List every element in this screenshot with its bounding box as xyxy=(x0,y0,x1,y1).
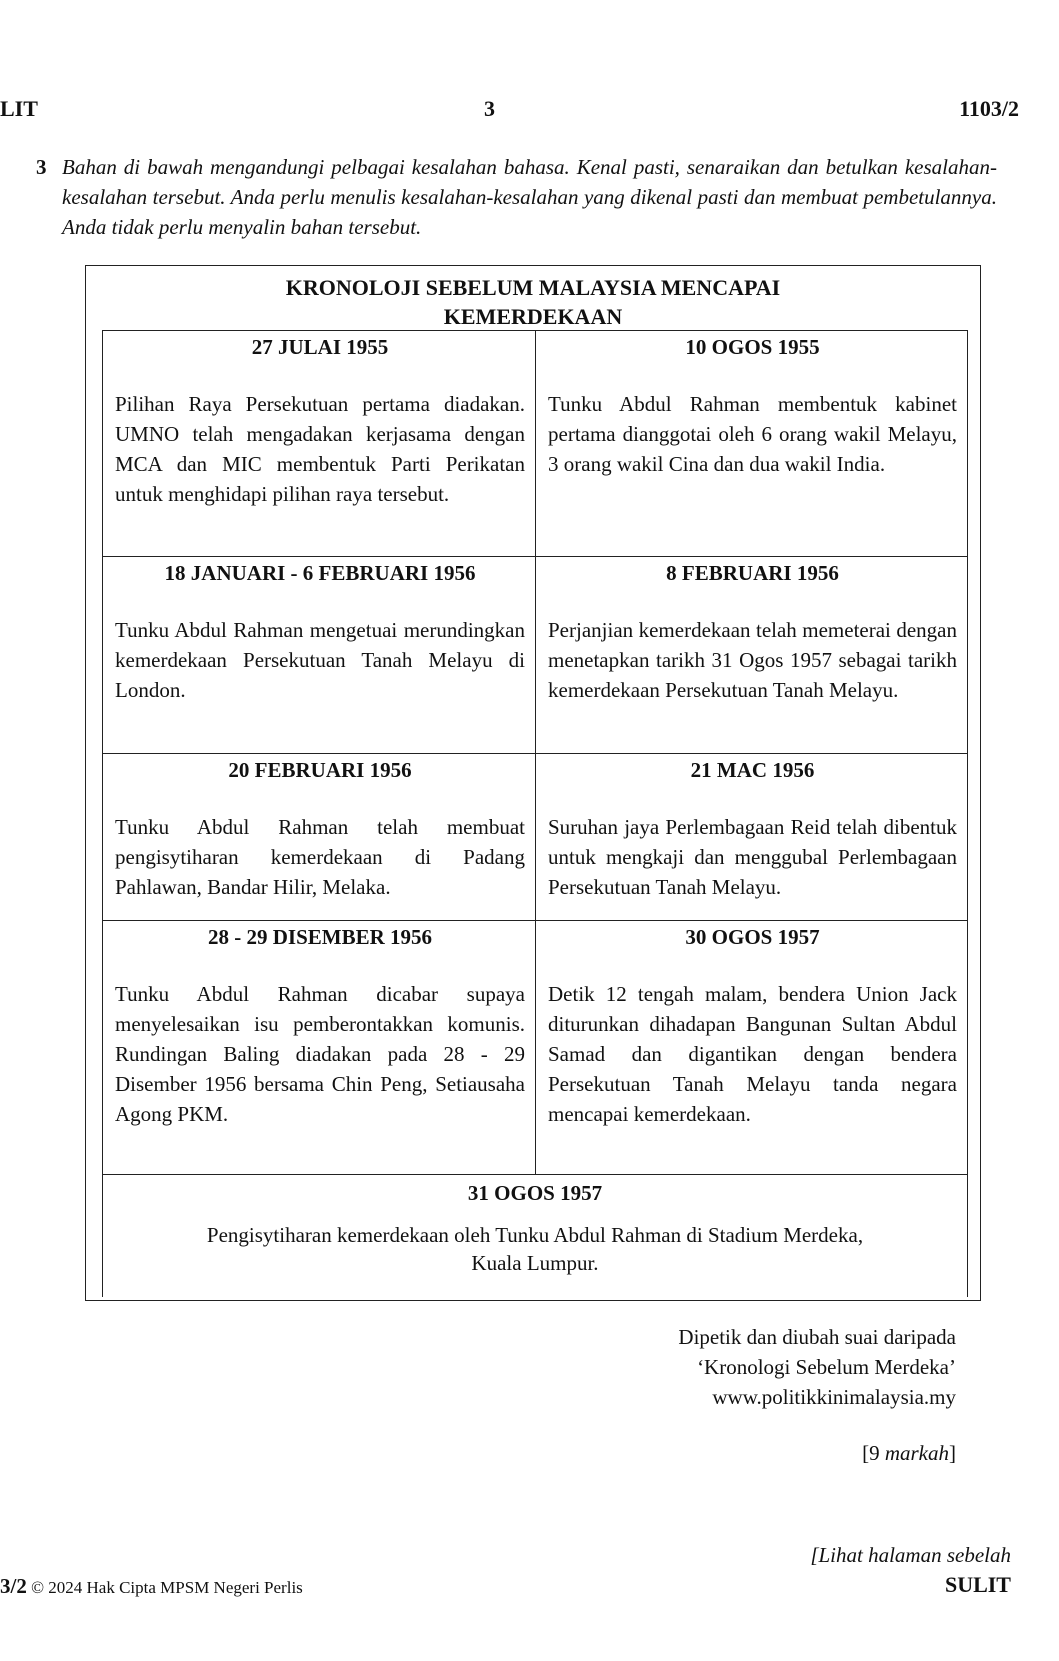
table-row xyxy=(103,557,967,754)
footer-copyright xyxy=(0,1574,303,1599)
table-cell xyxy=(103,754,535,920)
footer-classification: SULIT xyxy=(944,1572,1011,1597)
table-cell xyxy=(103,921,535,1174)
table-cell xyxy=(535,754,967,920)
event-text-line2: Kuala Lumpur. xyxy=(471,1251,599,1275)
event-text: Suruhan jaya Perlembagaan Reid telah dibentuk untuk mengkaji dan menggubal Perlembagaan Persekutuan Tanah Melayu. xyxy=(548,815,957,899)
table-row xyxy=(103,331,967,557)
source-citation xyxy=(678,1322,956,1412)
marks-allocation xyxy=(862,1441,956,1466)
event-text: Perjanjian kemerdekaan telah memeterai dengan menetapkan tarikh 31 Ogos 1957 sebagai tarikh kemerdekaan Persekutuan Tanah Melayu. xyxy=(548,618,957,702)
table-cell xyxy=(103,331,535,556)
event-text: Tunku Abdul Rahman telah membuat pengisytiharan kemerdekaan di Padang Pahlawan, Bandar Hilir, Melaka. xyxy=(115,815,525,899)
question-instructions: Bahan di bawah mengandungi pelbagai kesalahan bahasa. Kenal pasti, senaraikan dan betulkan kesalahan-kesalahan tersebut. Anda perlu menulis kesalahan-kesalahan yang dikenal pasti dan membuat pembetulannya. Anda tidak perlu menyalin bahan tersebut. xyxy=(62,155,997,239)
event-date: 8 FEBRUARI 1956 xyxy=(666,561,839,585)
event-text: Tunku Abdul Rahman membentuk kabinet pertama dianggotai oleh 6 orang wakil Melayu, 3 orang wakil Cina dan dua wakil India. xyxy=(548,392,957,476)
marks-close: ] xyxy=(949,1441,956,1465)
event-date: 28 - 29 DISEMBER 1956 xyxy=(207,925,433,949)
footer-code: 3/2 xyxy=(0,1574,27,1598)
event-text: Pilihan Raya Persekutuan pertama diadakan. UMNO telah mengadakan kerjasama dengan MCA dan MIC membentuk Parti Perikatan untuk menghidapi pilihan raya tersebut. xyxy=(115,392,525,506)
event-date: 21 MAC 1956 xyxy=(690,758,815,782)
header-classification: LIT xyxy=(0,96,38,121)
page-number: 3 xyxy=(484,96,495,121)
table-cell xyxy=(535,557,967,753)
event-date: 30 OGOS 1957 xyxy=(685,925,820,949)
event-text: Tunku Abdul Rahman dicabar supaya menyelesaikan isu pemberontakkan komunis. Rundingan Baling diadakan pada 28 - 29 Disember 1956 bersama Chin Peng, Setiausaha Agong PKM. xyxy=(115,982,525,1126)
table-row xyxy=(103,921,967,1175)
event-date: 10 OGOS 1955 xyxy=(685,335,820,359)
copyright-text: © 2024 Hak Cipta MPSM Negeri Perlis xyxy=(31,1578,303,1597)
marks-word: markah xyxy=(884,1441,949,1465)
event-date: 31 OGOS 1957 xyxy=(467,1181,603,1205)
table-row xyxy=(103,754,967,921)
event-date: 18 JANUARI - 6 FEBRUARI 1956 xyxy=(164,561,476,585)
table-title xyxy=(85,273,981,331)
event-date: 20 FEBRUARI 1956 xyxy=(228,758,412,782)
table-cell xyxy=(535,331,967,556)
chronology-table xyxy=(102,330,968,1297)
next-page-note: [Lihat halaman sebelah xyxy=(810,1543,1011,1567)
table-row-final xyxy=(103,1175,967,1297)
table-title-line2: KEMERDEKAAN xyxy=(443,304,623,329)
event-date: 27 JULAI 1955 xyxy=(251,335,389,359)
table-cell xyxy=(535,921,967,1174)
event-text-line1: Pengisytiharan kemerdekaan oleh Tunku Abdul Rahman di Stadium Merdeka, xyxy=(206,1223,864,1247)
question-number: 3 xyxy=(36,155,47,179)
event-text: Tunku Abdul Rahman mengetuai merundingkan kemerdekaan Persekutuan Tanah Melayu di London. xyxy=(115,618,525,702)
table-cell xyxy=(103,557,535,753)
event-text xyxy=(123,1221,947,1277)
event-text: Detik 12 tengah malam, bendera Union Jack diturunkan dihadapan Bangunan Sultan Abdul Samad dan digantikan dengan bendera Persekutuan Tanah Melayu tanda negara mencapai kemerdekaan. xyxy=(548,982,957,1126)
table-title-line1: KRONOLOJI SEBELUM MALAYSIA MENCAPAI xyxy=(285,275,781,300)
source-url: www.politikkinimalaysia.my xyxy=(712,1385,956,1409)
paper-code: 1103/2 xyxy=(959,96,1019,121)
marks-open: [9 xyxy=(862,1441,885,1465)
source-line1: Dipetik dan diubah suai daripada xyxy=(678,1325,956,1349)
source-title: ‘Kronologi Sebelum Merdeka’ xyxy=(697,1355,956,1379)
